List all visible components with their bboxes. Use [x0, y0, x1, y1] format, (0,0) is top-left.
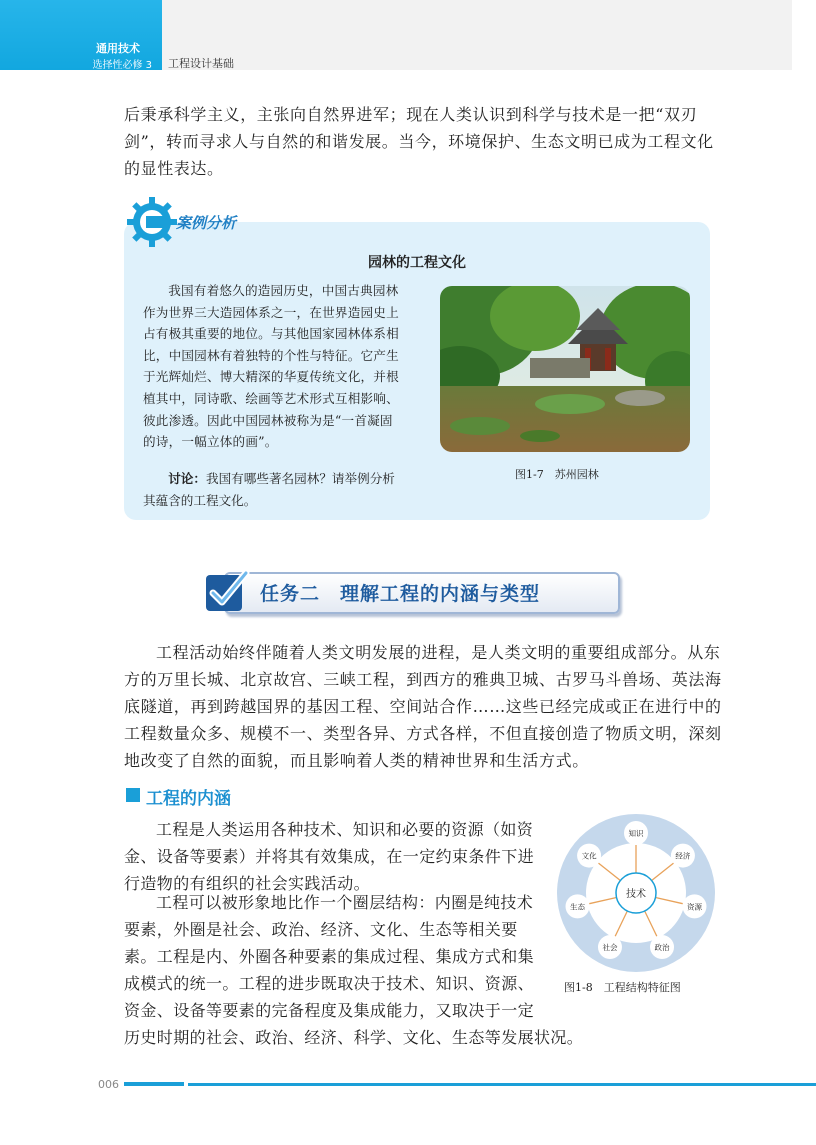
text-line: 作为世界三大造园体系之一，在世界造园史上	[143, 304, 399, 320]
outer-node-label: 政治	[654, 943, 670, 953]
text-line: 彼此渗透。因此中国园林被称为是“一首凝固	[143, 412, 393, 428]
discussion-text: 我国有哪些著名园林？请举例分析	[205, 471, 395, 486]
header-tab	[0, 0, 162, 70]
book-title: 工程设计基础	[168, 57, 234, 70]
text-line: 行造物的有组织的社会实践活动。	[124, 874, 371, 893]
text-line: 地改变了自然的面貌，而且影响着人类的精神世界和生活方式。	[124, 751, 589, 770]
section-marker	[126, 788, 140, 802]
text-line: 的诗，一幅立体的画”。	[143, 434, 278, 450]
suzhou-garden-photo	[440, 286, 690, 452]
text-line: 工程可以被形象地比作一个圈层结构：内圈是纯技术	[156, 893, 534, 912]
text-line: 的显性表达。	[124, 159, 224, 178]
task-paragraph	[124, 639, 724, 774]
text-line: 于光辉灿烂、博大精深的华夏传统文化，并根	[143, 369, 399, 385]
text-line: 要素，外圈是社会、政治、经济、文化、生态等相关要	[124, 920, 518, 939]
section-title: 工程的内涵	[146, 789, 231, 809]
case-analysis-box	[124, 222, 710, 520]
case-title: 园林的工程文化	[368, 255, 466, 271]
text-line: 方的万里长城、北京故宫、三峡工程，到西方的雅典卫城、古罗马斗兽场、英法海	[124, 670, 722, 689]
engineering-structure-diagram	[556, 813, 716, 973]
outer-node-label: 知识	[628, 829, 644, 838]
volume-label: 选择性必修 3	[92, 60, 152, 71]
footer-rule-long	[188, 1083, 816, 1086]
checkmark-icon	[204, 569, 250, 615]
discussion-label: 讨论：	[168, 471, 206, 486]
case-label: 案例分析	[176, 214, 237, 232]
text-line: 植其中，同诗歌、绘画等艺术形式互相影响、	[143, 390, 399, 406]
intro-paragraph	[124, 101, 724, 182]
text-line: 金、设备等要素）并将其有效集成，在一定约束条件下进	[124, 847, 535, 866]
structure-paragraph	[124, 889, 594, 1051]
text-line: 工程数量众多、规模不一、类型各异、方式各样，不但直接创造了物质文明，深刻	[124, 724, 722, 743]
outer-node-label: 社会	[602, 943, 618, 953]
text-line: 占有极其重要的地位。与其他国家园林体系相	[143, 326, 399, 342]
text-line: 比，中国园林有着独特的个性与特征。它产生	[143, 347, 399, 363]
diagram-caption: 图1-8 工程结构特征图	[564, 981, 681, 994]
text-line: 剑”，转而寻求人与自然的和谐发展。当今，环境保护、生态文明已成为工程文化	[124, 132, 714, 151]
outer-node-label: 经济	[675, 851, 691, 861]
text-line: 工程是人类运用各种技术、知识和必要的资源（如资	[156, 820, 534, 839]
text-line: 成模式的统一。工程的进步既取决于技术、知识、资源、	[124, 974, 535, 993]
text-line: 资金、设备等要素的完备程度及集成能力，又取决于一定	[124, 1001, 535, 1020]
text-line: 我国有着悠久的造园历史，中国古典园林	[168, 283, 399, 298]
header-band	[162, 0, 792, 70]
text-line: 底隧道，再到跨越国界的基因工程、空间站合作……这些已经完成或正在进行中的	[124, 697, 722, 716]
footer-rule-short	[124, 1082, 184, 1086]
outer-node-label: 资源	[686, 902, 702, 912]
text-line: 后秉承科学主义，主张向自然界进军；现在人类认识到科学与技术是一把“双刃	[124, 105, 698, 124]
task-title: 任务二 理解工程的内涵与类型	[260, 583, 541, 605]
gear-icon	[124, 194, 180, 250]
case-discussion	[143, 468, 433, 511]
figure-caption: 图1-7 苏州园林	[515, 468, 599, 481]
subject-label: 通用技术	[96, 42, 140, 55]
text-line: 工程活动始终伴随着人类文明发展的进程，是人类文明的重要组成部分。从东	[156, 643, 721, 662]
center-label: 技术	[626, 889, 646, 900]
text-line: 素。工程是内、外圈各种要素的集成过程、集成方式和集	[124, 947, 535, 966]
case-text	[143, 280, 433, 453]
definition-paragraph	[124, 816, 564, 897]
outer-node-label: 文化	[581, 851, 597, 861]
page-number: 006	[98, 1078, 119, 1091]
outer-node-label: 生态	[570, 902, 586, 912]
task-heading	[204, 569, 618, 615]
discussion-text: 其蕴含的工程文化。	[143, 492, 257, 508]
text-line: 历史时期的社会、政治、经济、科学、文化、生态等发展状况。	[124, 1028, 584, 1047]
